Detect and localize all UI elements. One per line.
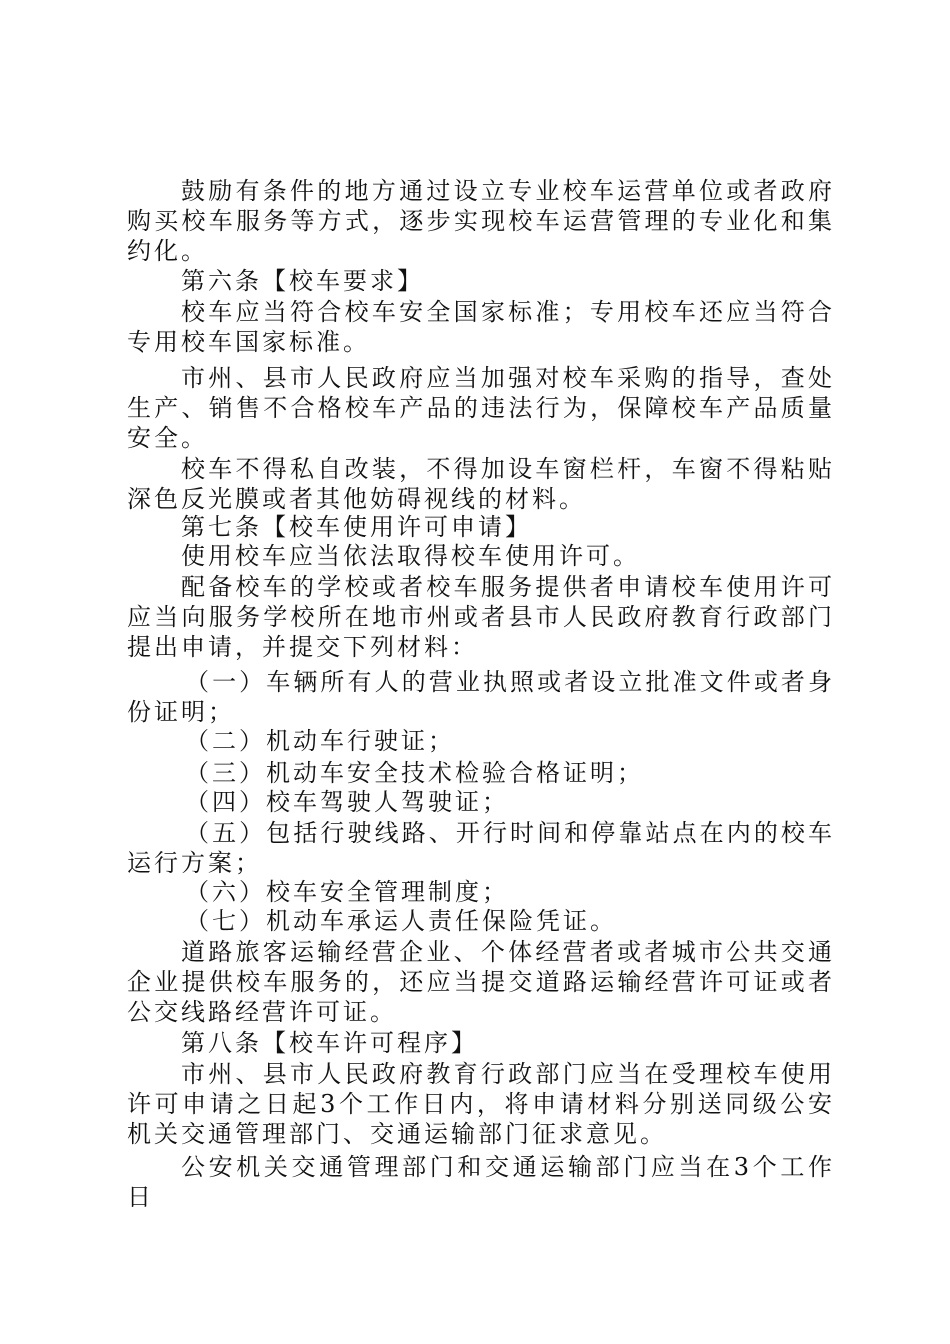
paragraph: 道路旅客运输经营企业、个体经营者或者城市公共交通企业提供校车服务的，还应当提交道路运输经营许可证或者公交线路经营许可证。 — [127, 938, 835, 1026]
list-item: （三）机动车安全技术检验合格证明； — [185, 759, 644, 787]
list-item: （四）校车驾驶人驾驶证； — [185, 788, 509, 816]
paragraph: 校车应当符合校车安全国家标准；专用校车还应当符合专用校车国家标准。 — [127, 298, 835, 356]
paragraph: 鼓励有条件的地方通过设立专业校车运营单位或者政府购买校车服务等方式，逐步实现校车运营管理的专业化和集约化。 — [127, 177, 835, 265]
paragraph: 公安机关交通管理部门和交通运输部门应当在3个工作日 — [127, 1153, 835, 1211]
list-item: （六）校车安全管理制度； — [185, 878, 509, 906]
article-heading: 第七条【校车使用许可申请】 — [181, 513, 532, 541]
paragraph: 校车不得私自改装，不得加设车窗栏杆，车窗不得粘贴深色反光膜或者其他妨碍视线的材料。 — [127, 455, 835, 513]
paragraph: 市州、县市人民政府应当加强对校车采购的指导，查处生产、销售不合格校车产品的违法行为，保障校车产品质量安全。 — [127, 364, 835, 452]
paragraph: 配备校车的学校或者校车服务提供者申请校车使用许可应当向服务学校所在地市州或者县市人民政府教育行政部门提出申请，并提交下列材料： — [127, 573, 835, 661]
list-item: （二）机动车行驶证； — [185, 727, 455, 755]
list-item: （五）包括行驶线路、开行时间和停靠站点在内的校车运行方案； — [127, 819, 835, 877]
article-heading: 第六条【校车要求】 — [181, 267, 424, 295]
article-heading: 第八条【校车许可程序】 — [181, 1029, 478, 1057]
paragraph: 使用校车应当依法取得校车使用许可。 — [181, 542, 640, 570]
paragraph: 市州、县市人民政府教育行政部门应当在受理校车使用许可申请之日起3个工作日内，将申请材料分别送同级公安机关交通管理部门、交通运输部门征求意见。 — [127, 1060, 835, 1148]
list-item: （七）机动车承运人责任保险凭证。 — [185, 907, 617, 935]
list-item: （一）车辆所有人的营业执照或者设立批准文件或者身份证明； — [127, 668, 835, 726]
